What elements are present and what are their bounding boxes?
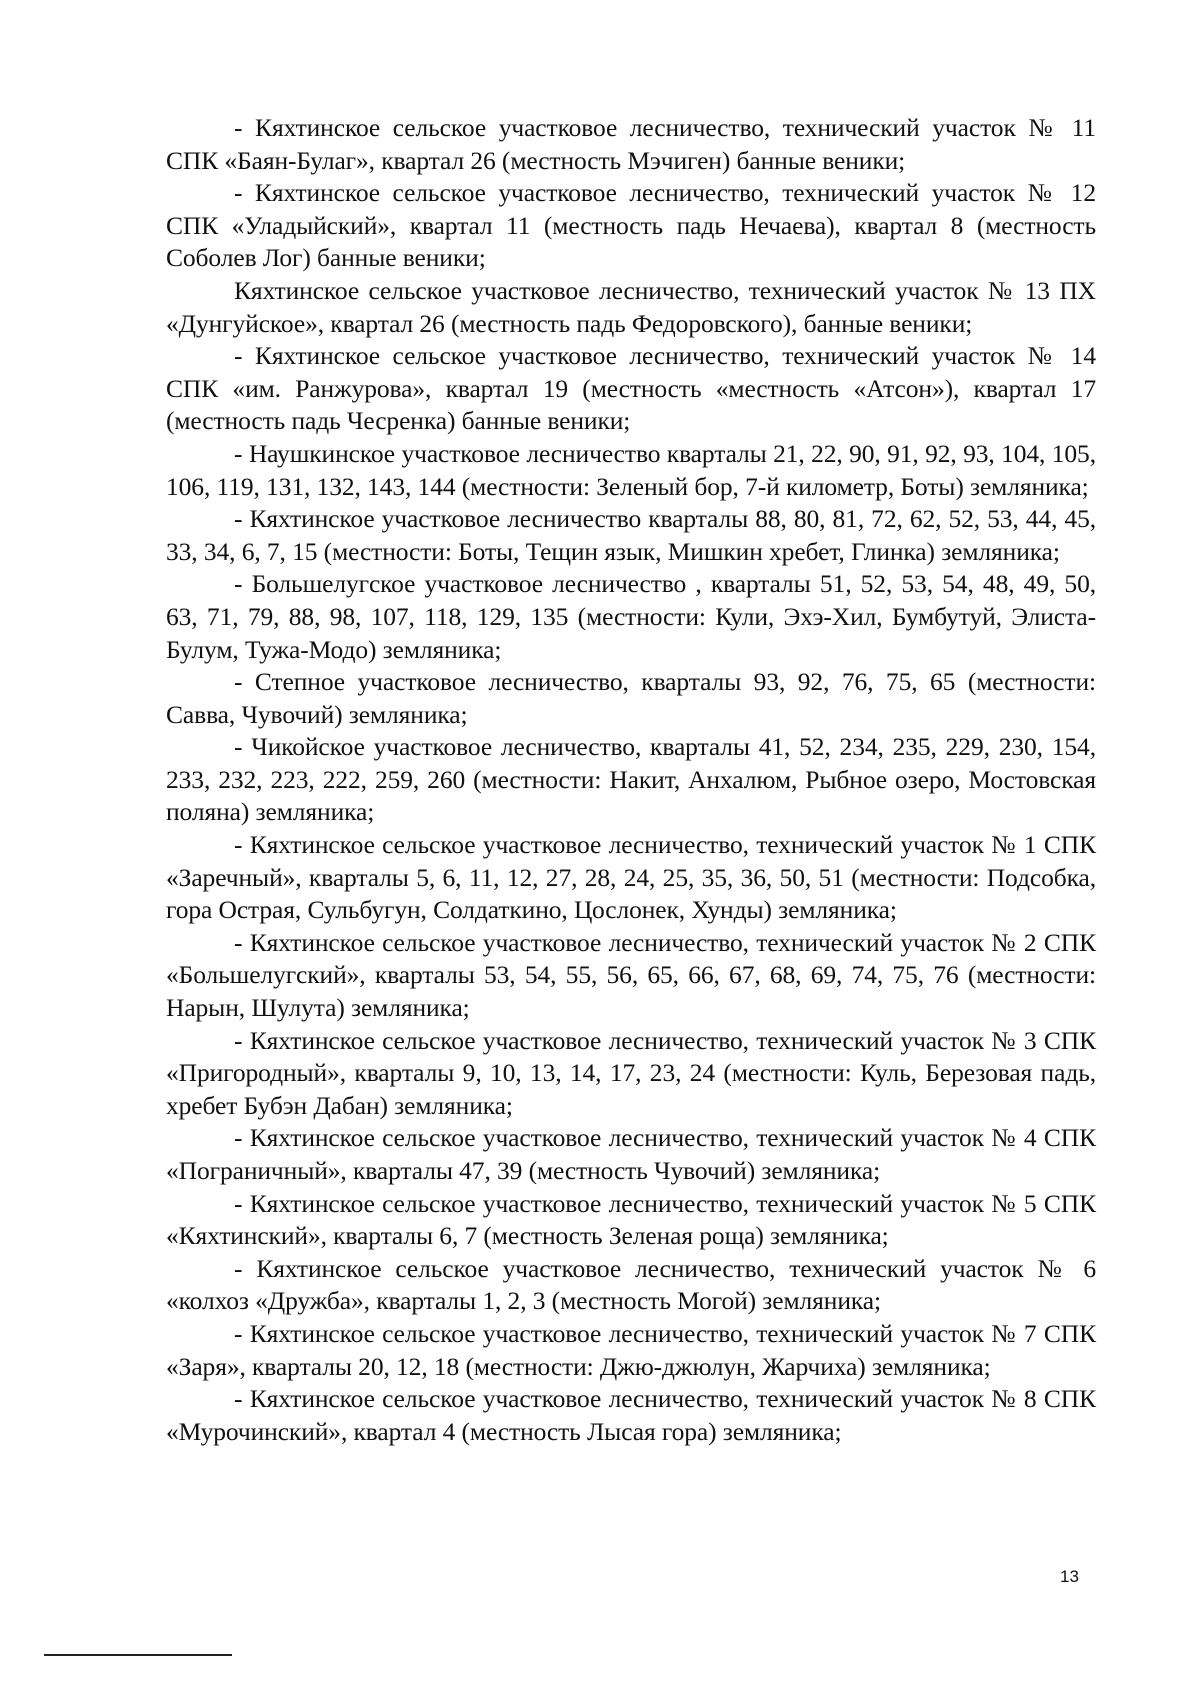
paragraph: - Кяхтинское сельское участковое лесничество, технический участок № 3 СПК «Пригородный», кварталы 9, 10, 13, 14, 17, 23, 24 (местности: Куль, Березовая падь, хребет Бубэн Дабан) земляника; xyxy=(166,1025,1096,1120)
paragraph: - Кяхтинское участковое лесничество кварталы 88, 80, 81, 72, 62, 52, 53, 44, 45, 33, 34, 6, 7, 15 (местности: Боты, Тещин язык, Мишкин хребет, Глинка) земляника; xyxy=(166,504,1096,566)
body-text xyxy=(166,112,1096,1448)
paragraph: - Кяхтинское сельское участковое лесничество, технический участок № 14 СПК «им. Ранжурова», квартал 19 (местность «местность «Атсон»), квартал 17 (местность падь Чесренка) банные веники; xyxy=(166,341,1096,436)
paragraph: - Кяхтинское сельское участковое лесничество, технический участок № 5 СПК «Кяхтинский», кварталы 6, 7 (местность Зеленая роща) земляника; xyxy=(166,1188,1096,1251)
paragraph: - Кяхтинское сельское участковое лесничество, технический участок № 11 СПК «Баян-Булаг», квартал 26 (местность Мэчиген) банные веники; xyxy=(166,113,1096,175)
paragraph: - Кяхтинское сельское участковое лесничество, технический участок № 4 СПК «Пограничный», кварталы 47, 39 (местность Чувочий) земляника; xyxy=(166,1123,1096,1185)
paragraph: - Кяхтинское сельское участковое лесничество, технический участок № 1 СПК «Заречный», кварталы 5, 6, 11, 12, 27, 28, 24, 25, 35, 36, 50, 51 (местности: Подсобка, гора Острая, Сульбугун, Солдаткино, Цослонек, Хунды) земляника; xyxy=(166,830,1096,925)
paragraph: - Кяхтинское сельское участковое лесничество, технический участок № 12 СПК «Уладыйский», квартал 11 (местность падь Нечаева), квартал 8 (местность Соболев Лог) банные веники; xyxy=(166,178,1096,273)
paragraph: - Кяхтинское сельское участковое лесничество, технический участок № 7 СПК «Заря», кварталы 20, 12, 18 (местности: Джю-джюлун, Жарчиха) земляника; xyxy=(166,1318,1096,1381)
paragraph: - Кяхтинское сельское участковое лесничество, технический участок № 8 СПК «Мурочинский», квартал 4 (местность Лысая гора) земляника; xyxy=(166,1384,1096,1446)
paragraph: - Кяхтинское сельское участковое лесничество, технический участок № 6 «колхоз «Дружба», кварталы 1, 2, 3 (местность Могой) земляника; xyxy=(166,1253,1096,1316)
footnote-separator xyxy=(44,1654,232,1656)
paragraph: - Наушкинское участковое лесничество кварталы 21, 22, 90, 91, 92, 93, 104, 105, 106, 119, 131, 132, 143, 144 (местности: Зеленый бор, 7-й километр, Боты) земляника; xyxy=(166,438,1096,501)
paragraph: Кяхтинское сельское участковое лесничество, технический участок № 13 ПХ «Дунгуйское», квартал 26 (местность падь Федоровского), банные веники; xyxy=(166,275,1096,338)
paragraph: - Большелугское участковое лесничество , кварталы 51, 52, 53, 54, 48, 49, 50, 63, 71, 79, 88, 98, 107, 118, 129, 135 (местности: Кули, Эхэ-Хил, Бумбутуй, Элиста-Булум, Тужа-Модо) земляника; xyxy=(166,569,1096,664)
paragraph: - Степное участковое лесничество, кварталы 93, 92, 76, 75, 65 (местности: Савва, Чувочий) земляника; xyxy=(166,667,1096,729)
paragraph: - Кяхтинское сельское участковое лесничество, технический участок № 2 СПК «Большелугский», кварталы 53, 54, 55, 56, 65, 66, 67, 68, 69, 74, 75, 76 (местности: Нарын, Шулута) земляника; xyxy=(166,927,1096,1023)
paragraph: - Чикойское участковое лесничество, кварталы 41, 52, 234, 235, 229, 230, 154, 233, 232, 223, 222, 259, 260 (местности: Накит, Анхалюм, Рыбное озеро, Мостовская поляна) земляника; xyxy=(166,732,1096,827)
page-number: 13 xyxy=(1060,1567,1079,1586)
